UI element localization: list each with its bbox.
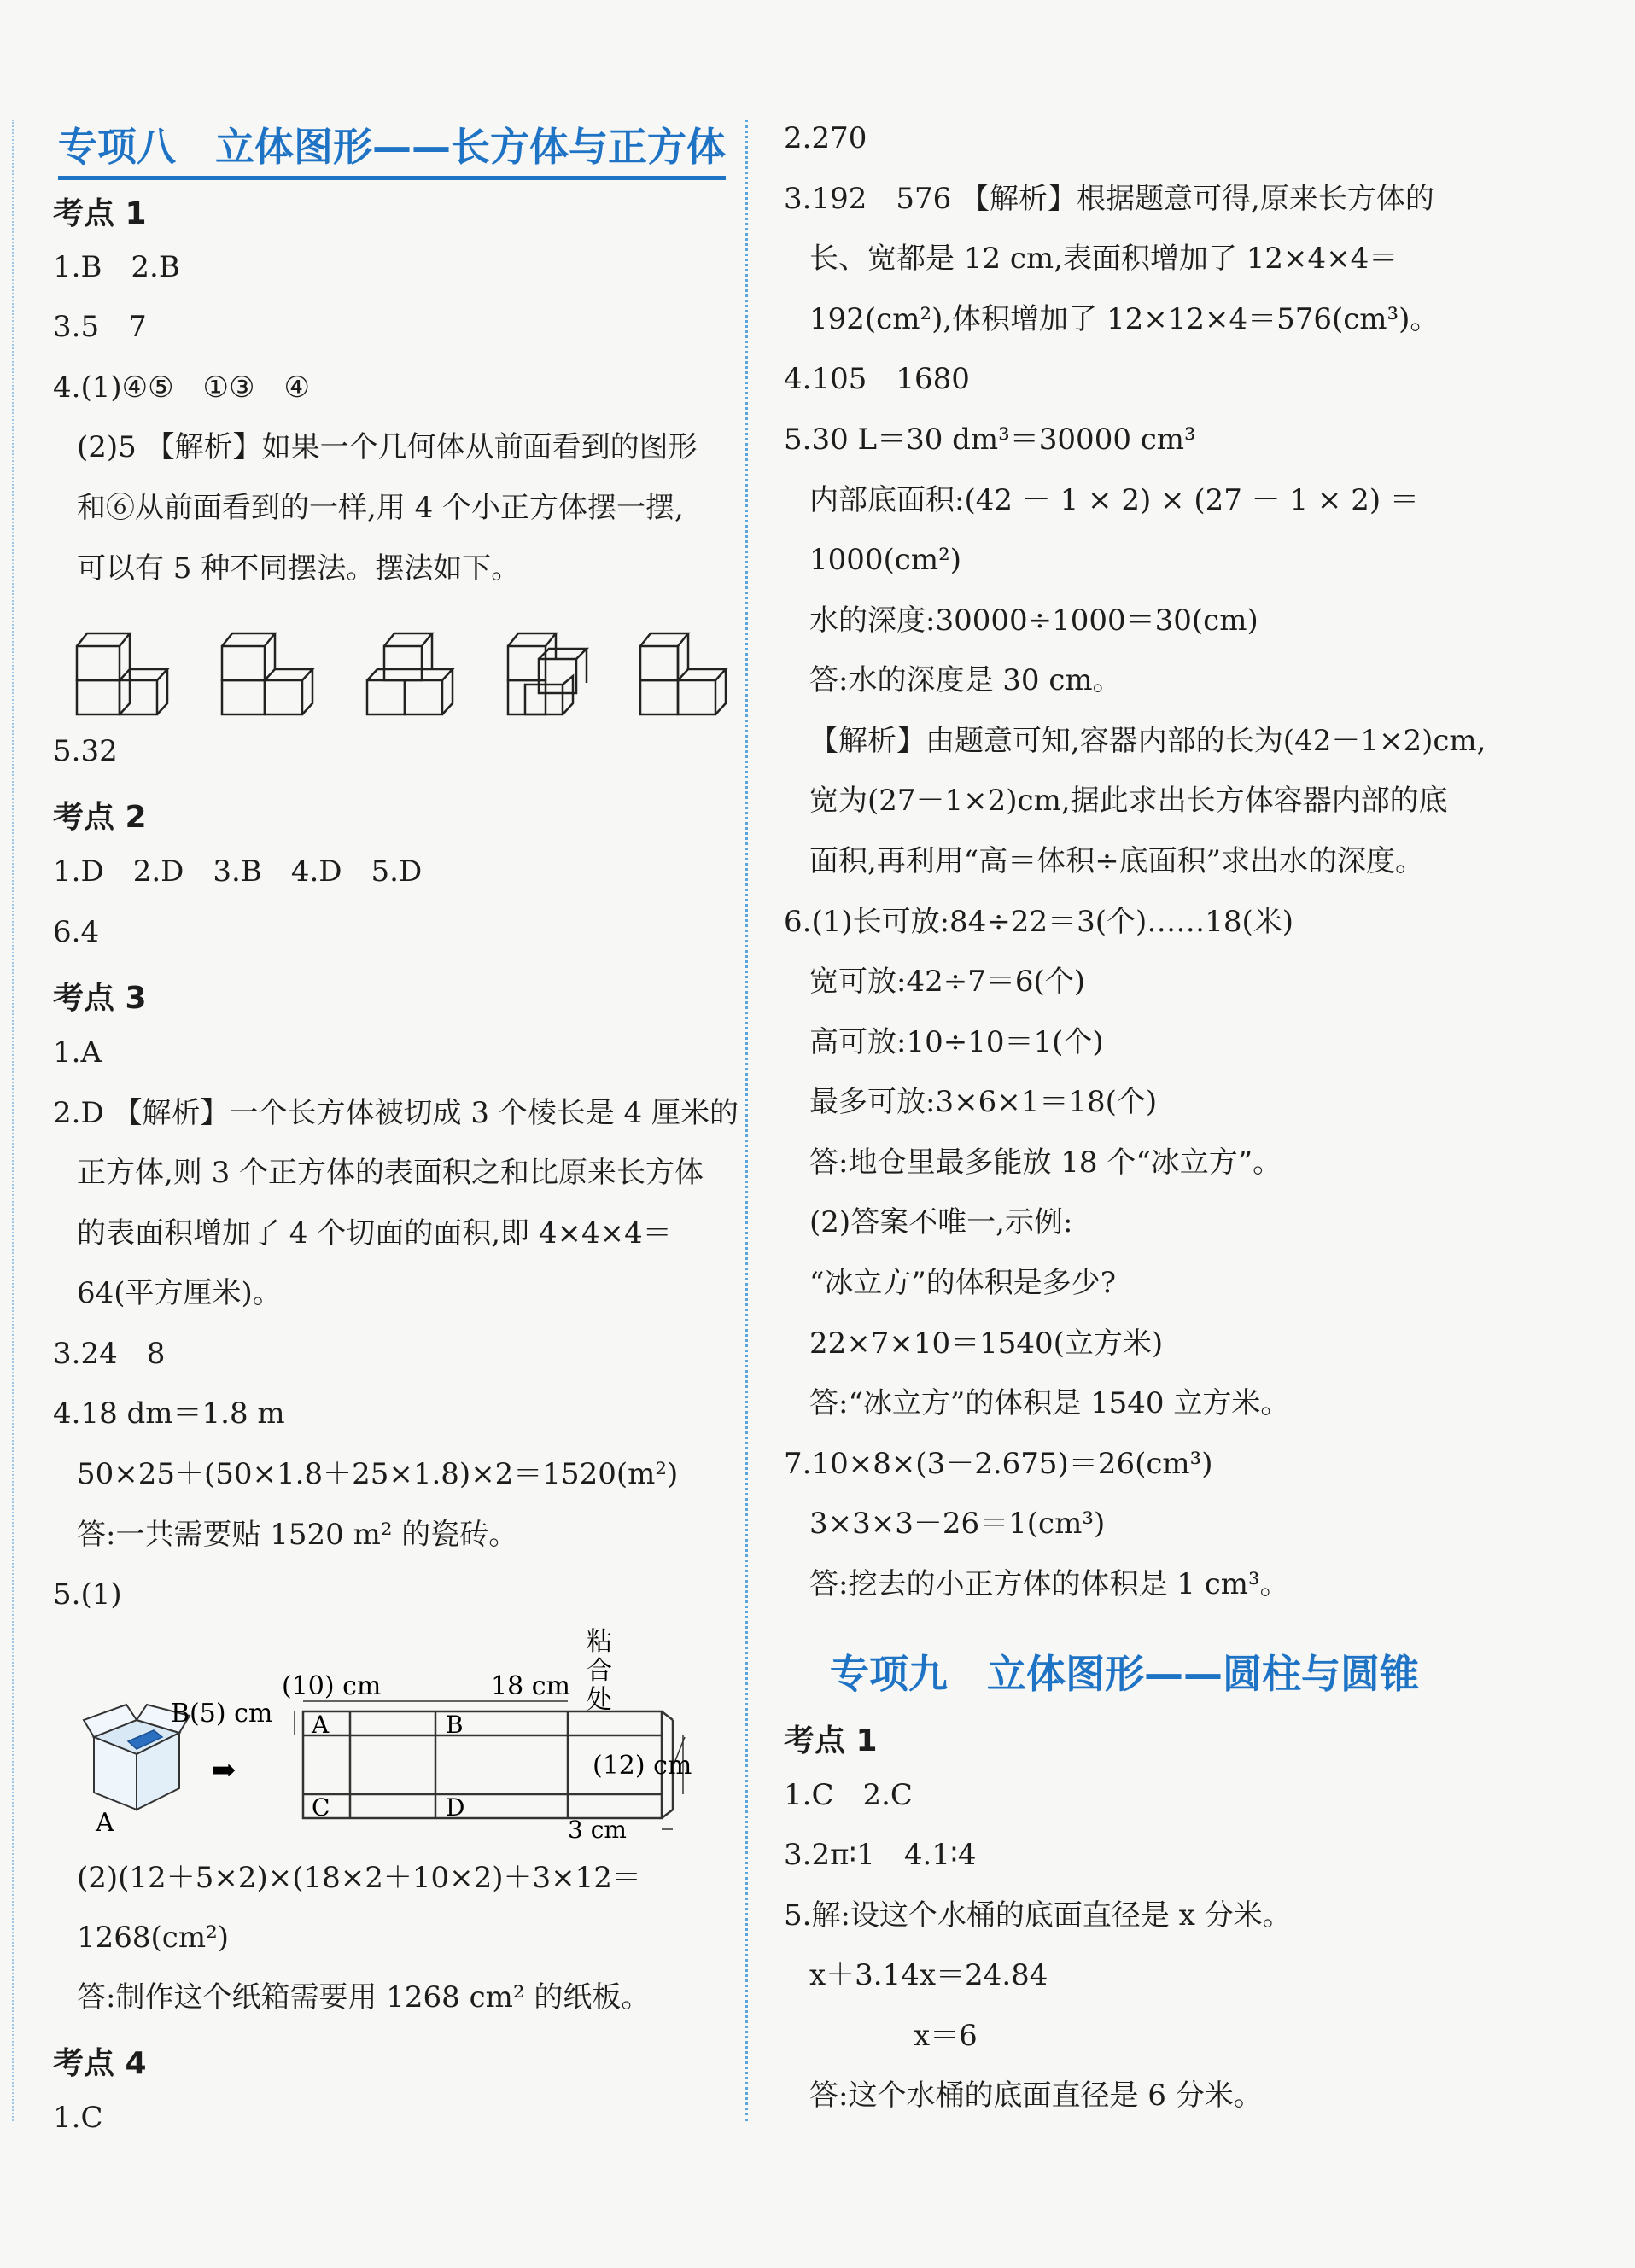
answer-line: 答:地仓里最多能放 18 个“冰立方”。 (809, 1146, 1282, 1180)
arrangement-2 (222, 633, 312, 714)
kaodian-1-heading-9: 考点 1 (784, 1723, 878, 1758)
answer-line: 答:水的深度是 30 cm。 (809, 663, 1122, 697)
glue-label-3: 处 (587, 1685, 612, 1715)
answer-line: (2)(12＋5×2)×(18×2＋10×2)＋3×12＝ (77, 1861, 641, 1895)
answer-line: 宽可放:42÷7＝6(个) (809, 965, 1085, 999)
glue-label-1: 粘 (587, 1627, 612, 1657)
answer-line: x＋3.14x＝24.84 (809, 1958, 1048, 1992)
kaodian-1-heading: 考点 1 (53, 196, 147, 231)
arrangement-5 (640, 633, 726, 714)
answer-line: 1000(cm²) (809, 543, 961, 577)
answer-line: 【解析】由题意可知,容器内部的长为(42－1×2)cm, (809, 724, 1486, 758)
answer-line: 5.解:设这个水桶的底面直径是 x 分米。 (784, 1898, 1292, 1933)
answer-line: 长、宽都是 12 cm,表面积增加了 12×4×4＝ (809, 242, 1399, 276)
kaodian-4-heading: 考点 4 (53, 2046, 147, 2081)
answer-line: 4.105 1680 (784, 362, 970, 396)
answer-line: 6.(1)长可放:84÷22＝3(个)……18(米) (784, 905, 1294, 939)
answer-line: 高可放:10÷10＝1(个) (809, 1025, 1104, 1059)
kaodian-3-heading: 考点 3 (53, 981, 147, 1016)
answer-line: 3.24 8 (53, 1337, 166, 1371)
answer-line: 1.B 2.B (53, 250, 180, 284)
answer-line: 4.(1)④⑤ ①③ ④ (53, 370, 311, 405)
kaodian-2-heading: 考点 2 (53, 800, 147, 835)
answer-line: 2.270 (784, 121, 867, 155)
answer-line: 1.C (53, 2101, 103, 2135)
answer-line: 50×25＋(50×1.8＋25×1.8)×2＝1520(m²) (77, 1457, 679, 1491)
column-divider (745, 120, 748, 2121)
answer-line: 3×3×3－26＝1(cm³) (809, 1507, 1106, 1541)
box-label-a: A (96, 1808, 114, 1838)
section-title-8: 专项八 立体图形——长方体与正方体 (58, 116, 726, 180)
answer-line: 1268(cm²) (77, 1921, 229, 1955)
answer-line: 正方体,则 3 个正方体的表面积之和比原来长方体 (77, 1156, 704, 1190)
answer-line: 3.192 576 【解析】根据题意可得,原来长方体的 (784, 182, 1434, 216)
answer-line: 2.D 【解析】一个长方体被切成 3 个棱长是 4 厘米的 (53, 1096, 739, 1130)
answer-line: 7.10×8×(3－2.675)＝26(cm³) (784, 1447, 1213, 1481)
answer-line: x＝6 (914, 2019, 978, 2053)
answer-line: 面积,再利用“高＝体积÷底面积”求出水的深度。 (809, 844, 1425, 878)
arrangement-4 (508, 633, 587, 714)
answer-line: 宽为(27－1×2)cm,据此求出长方体容器内部的底 (809, 784, 1448, 818)
dim-label-3cm: 3 cm (568, 1816, 627, 1844)
answer-line: 和⑥从前面看到的一样,用 4 个小正方体摆一摆, (77, 491, 684, 525)
section-title-9: 专项九 立体图形——圆柱与圆锥 (830, 1651, 1419, 1697)
answer-line: 22×7×10＝1540(立方米) (809, 1326, 1164, 1361)
arrow-right-icon: ➡ (212, 1753, 236, 1787)
answer-line: 5.(1) (53, 1577, 122, 1612)
left-margin-dots (12, 120, 14, 2121)
answer-line: 内部底面积:(42 － 1 × 2) × (27 － 1 × 2) ＝ (809, 483, 1419, 517)
answer-line: 答:这个水桶的底面直径是 6 分米。 (809, 2079, 1263, 2113)
answer-line: 的表面积增加了 4 个切面的面积,即 4×4×4＝ (77, 1216, 672, 1251)
answer-line: “冰立方”的体积是多少? (809, 1266, 1116, 1300)
dim-label-10cm: (10) cm (282, 1671, 382, 1701)
cube-arrangements-figure (68, 608, 734, 710)
net-face-a: A (312, 1711, 330, 1739)
glue-label-2: 合 (587, 1656, 612, 1686)
dim-label-18cm: 18 cm (491, 1671, 570, 1701)
answer-line: 3.5 7 (53, 310, 147, 344)
net-face-d: D (446, 1793, 465, 1822)
answer-line: 192(cm²),体积增加了 12×12×4＝576(cm³)。 (809, 302, 1439, 336)
answer-line: 1.A (53, 1035, 102, 1070)
answer-line: 最多可放:3×6×1＝18(个) (809, 1085, 1158, 1119)
answer-line: 1.C 2.C (784, 1778, 913, 1812)
answer-line: 64(平方厘米)。 (77, 1276, 282, 1310)
answer-line: 5.30 L＝30 dm³＝30000 cm³ (784, 423, 1196, 457)
answer-line: 4.18 dm＝1.8 m (53, 1396, 285, 1431)
answer-line: 5.32 (53, 734, 118, 768)
arrangement-1 (77, 633, 167, 714)
answer-line: 答:“冰立方”的体积是 1540 立方米。 (809, 1386, 1290, 1420)
answer-line: 3.2π∶1 4.1∶4 (784, 1838, 977, 1872)
dim-label-12cm: (12) cm (593, 1751, 692, 1781)
answer-line: 可以有 5 种不同摆法。摆法如下。 (77, 551, 521, 586)
net-face-b: B (446, 1711, 464, 1739)
answer-line: 水的深度:30000÷1000＝30(cm) (809, 603, 1258, 638)
answer-line: 答:制作这个纸箱需要用 1268 cm² 的纸板。 (77, 1980, 651, 2014)
net-face-c: C (312, 1793, 330, 1822)
box-net-figure (77, 1626, 726, 1848)
answer-line: 6.4 (53, 915, 100, 949)
answer-line: 1.D 2.D 3.B 4.D 5.D (53, 854, 423, 889)
box-label-b5: B(5) cm (171, 1699, 273, 1729)
arrangement-3 (367, 633, 453, 714)
answer-line: 答:挖去的小正方体的体积是 1 cm³。 (809, 1567, 1289, 1601)
answer-line: (2)答案不唯一,示例: (809, 1205, 1073, 1239)
answer-line: 答:一共需要贴 1520 m² 的瓷砖。 (77, 1518, 518, 1552)
answer-line: (2)5 【解析】如果一个几何体从前面看到的图形 (77, 430, 698, 464)
